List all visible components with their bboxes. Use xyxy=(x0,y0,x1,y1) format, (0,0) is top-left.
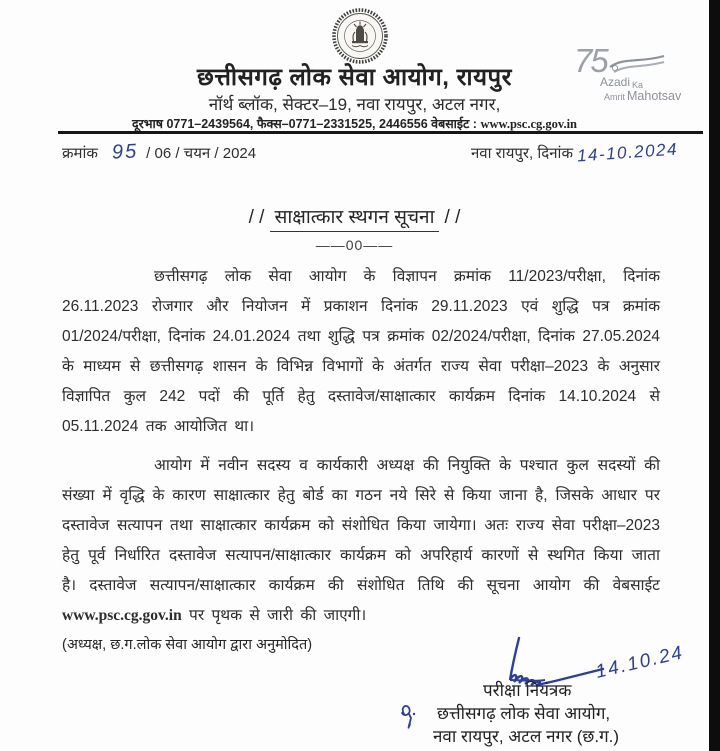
paragraph-2 xyxy=(62,451,660,631)
header-divider-rule xyxy=(58,131,703,134)
azadi-word: Ka xyxy=(632,80,644,90)
scan-edge-strip xyxy=(709,0,720,751)
subject-slashes-left: / / xyxy=(248,207,265,228)
approval-note: (अध्यक्ष, छ.ग.लोक सेवा आयोग द्वारा अनुमोदित) xyxy=(62,637,313,653)
subject-title xyxy=(0,203,709,229)
website-text: www.psc.cg.gov.in xyxy=(480,117,577,131)
signatory-designation: परीक्षा नियंत्रक xyxy=(483,681,572,700)
reference-label: क्रमांक xyxy=(62,145,98,162)
contact-line xyxy=(0,115,709,132)
place-date-label: नवा रायपुर, दिनांक xyxy=(470,145,573,162)
azadi-word: Amrit xyxy=(604,92,625,102)
azadi-word: Azadi xyxy=(600,75,631,89)
website-inline-text: www.psc.cg.gov.in xyxy=(62,607,182,624)
psc-emblem-seal-icon xyxy=(330,7,390,65)
signatory-place: नवा रायपुर, अटल नगर (छ.ग.) xyxy=(433,727,620,746)
section-divider: ——00—— xyxy=(315,237,394,253)
contact-text: दूरभाष 0771–2439564, फैक्स–0771–2331525, 2446556 वेबसाईट : xyxy=(132,117,481,131)
subject-slashes-right: / / xyxy=(444,207,461,228)
reference-number-rest: / 06 / चयन / 2024 xyxy=(146,145,257,162)
place-date xyxy=(470,139,679,166)
subject-text: साक्षात्कार स्थगन सूचना xyxy=(270,207,438,232)
handwritten-date: 14-10.2024 xyxy=(576,139,679,166)
reference-row xyxy=(62,141,678,164)
initial-scribble-icon xyxy=(396,700,426,742)
paragraph-1: छत्तीसगढ़ लोक सेवा आयोग के विज्ञापन क्रमांक 11/2023/परीक्षा, दिनांक 26.11.2023 रोजगार और नियोजन में प्रकाशन दिनांक 29.11.2023 एवं शुद्धि पत्र क्रमांक 01/2024/परीक्षा, दिनांक 24.01.2024 तथा शुद्धि पत्र क्रमांक 02/2024/परीक्षा, दिनांक 27.05.2024 के माध्यम से छत्तीसगढ़ शासन के विभिन्न विभागों के अंतर्गत राज्य सेवा परीक्षा–2023 के अनुसार विज्ञापित कुल 242 पदों की पूर्ति हेतु दस्तावेज/साक्षात्कार कार्यक्रम दिनांक 14.10.2024 से 05.11.2024 तक आयोजित था। xyxy=(62,268,660,435)
reference-number xyxy=(62,141,264,164)
org-name: छत्तीसगढ़ लोक सेवा आयोग, रायपुर xyxy=(197,64,512,91)
signatory-organization: छत्तीसगढ़ लोक सेवा आयोग, xyxy=(437,704,611,723)
azadi-word: Mahotsav xyxy=(627,89,682,103)
paragraph-2-text: पर पृथक से जारी की जाएगी। xyxy=(181,607,367,624)
org-address: नॉर्थ ब्लॉक, सेक्टर–19, नवा रायपुर, अटल नगर, xyxy=(208,95,501,114)
handwritten-signature-date: 14.10.24 xyxy=(593,642,687,683)
letter-body xyxy=(62,262,660,640)
azadi-75-text: 75 xyxy=(574,42,607,79)
handwritten-reference-number: 95 xyxy=(111,140,139,164)
paragraph-2-text: आयोग में नवीन सदस्य व कार्यकारी अध्यक्ष की नियुक्ति के पश्चात कुल सदस्यों की संख्या में वृद्धि के कारण साक्षात्कार हेतु बोर्ड का गठन नये सिरे से किया जाना है, जिसके आधार पर दस्तावेज सत्यापन तथा साक्षात्कार कार्यक्रम को संशोधित किया जायेगा। अतः राज्य सेवा परीक्षा–2023 हेतु पूर्व निर्धारित दस्तावेज सत्यापन/साक्षात्कार कार्यक्रम को अपरिहार्य कारणों से स्थगित किया जाता है। दस्तावेज सत्यापन/साक्षात्कार कार्यक्रम की संशोधित तिथि की सूचना आयोग की वेबसाईट xyxy=(62,457,660,594)
